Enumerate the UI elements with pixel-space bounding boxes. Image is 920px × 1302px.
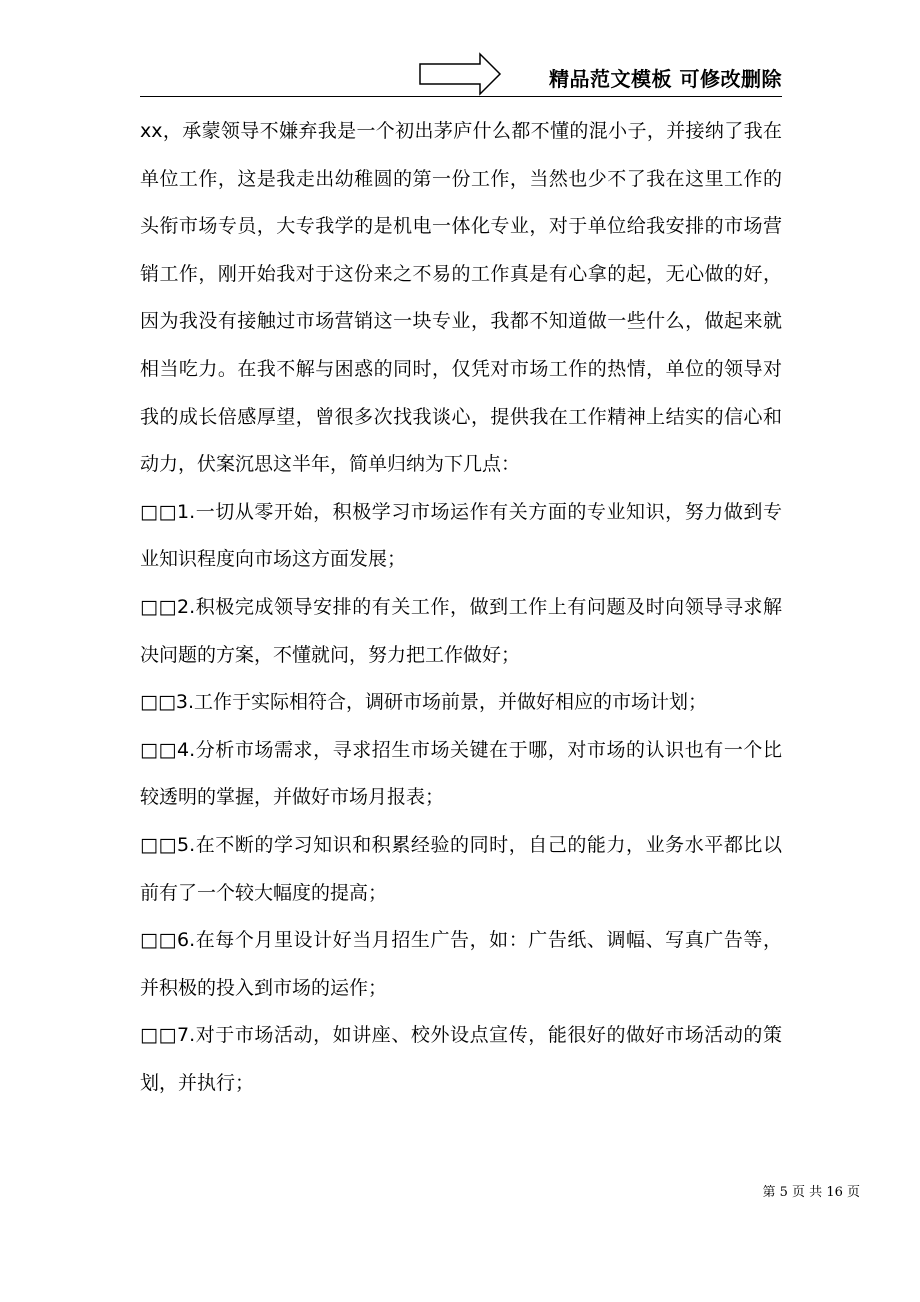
- list-item-3: □□3.工作于实际相符合，调研市场前景，并做好相应的市场计划；: [140, 691, 708, 714]
- list-item-4: □□4.分析市场需求，寻求招生市场关键在于哪，对市场的认识也有一个比较透明的掌握，并做好市场月报表；: [140, 738, 782, 809]
- list-item-6: □□6.在每个月里设计好当月招生广告，如：广告纸、调幅、写真广告等，并积极的投入到市场的运作；: [140, 929, 782, 999]
- page-number: 第 5 页 共 16 页: [762, 1185, 860, 1200]
- page-header: [140, 48, 782, 98]
- document-body: [140, 108, 782, 1107]
- list-item-2: □□2.积极完成领导安排的有关工作，做到工作上有问题及时向领导寻求解决问题的方案，不懂就问，努力把工作做好；: [140, 595, 782, 666]
- paragraph-intro: xx，承蒙领导不嫌弃我是一个初出茅庐什么都不懂的混小子，并接纳了我在单位工作，这是我走出幼稚圆的第一份工作，当然也少不了我在这里工作的头衔市场专员，大专我学的是机电一体化专业，对于单位给我安排的市场营销工作，刚开始我对于这份来之不易的工作真是有心拿的起，无心做的好，因为我没有接触过市场营销这一块专业，我都不知道做一些什么，做起来就相当吃力。在我不解与困惑的同时，仅凭对市场工作的热情，单位的领导对我的成长倍感厚望，曾很多次找我谈心，提供我在工作精神上结实的信心和动力，伏案沉思这半年，简单归纳为下几点：: [140, 120, 782, 476]
- list-item-5: □□5.在不断的学习知识和积累经验的同时，自己的能力，业务水平都比以前有了一个较大幅度的提高；: [140, 833, 782, 904]
- header-title: 精品范文模板 可修改删除: [549, 67, 782, 91]
- arrow-right-icon: [418, 52, 502, 96]
- list-item-7: □□7.对于市场活动，如讲座、校外设点宣传，能很好的做好市场活动的策划，并执行；: [140, 1024, 782, 1094]
- list-item-1: □□1.一切从零开始，积极学习市场运作有关方面的专业知识，努力做到专业知识程度向市场这方面发展；: [140, 500, 782, 571]
- header-divider: [140, 96, 782, 97]
